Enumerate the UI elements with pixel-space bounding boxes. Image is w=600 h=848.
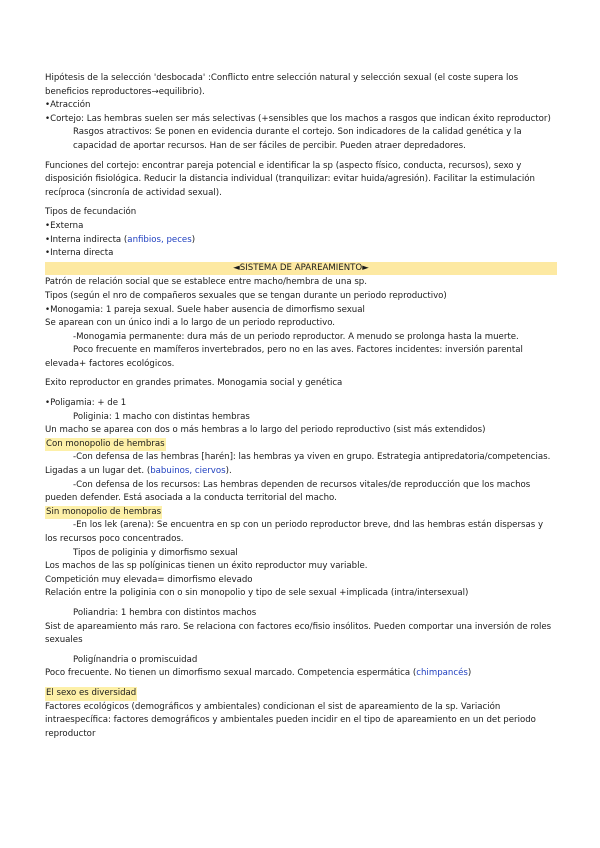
paragraph: Competición muy elevada= dimorfismo elevado (45, 574, 253, 585)
text: ) (191, 234, 196, 245)
paragraph: Rasgos atractivos: Se ponen en evidencia durante el cortejo. Son indicadores de la calidad genética y la capacidad de aportar recursos. Han de ser fáciles de percibir. Pueden atraer depredadores. (73, 127, 522, 151)
section-heading-sistema: ◄SISTEMA DE APAREAMIENTO► (45, 262, 557, 276)
paragraph: Funciones del cortejo: encontrar pareja potencial e identificar la sp (aspecto físico, conducta, recursos), sexo y disposición fisiológica. Reducir la distancia individual (tranquilizar: evitar huida/agresión). Facilitar la estimulación recíproca (sincronía de actividad sexual). (45, 160, 535, 198)
example-link[interactable]: chimpancés (416, 668, 468, 679)
text: ). (225, 466, 232, 477)
paragraph: Un macho se aparea con dos o más hembras a lo largo del periodo reproductivo (sist más extendidos) (45, 425, 486, 436)
paragraph (45, 506, 557, 520)
paragraph: Tipos de poliginia y dimorfismo sexual (73, 547, 238, 558)
paragraph: Factores ecológicos (demográficos y ambientales) condicionan el sist de apareamiento de la sp. Variación intraespecífica: factores demográficos y ambientales pueden incidir en el tipo de apareamiento en un det periodo reproductor (45, 701, 536, 739)
paragraph: -Con defensa de los recursos: Las hembras dependen de recursos vitales/de reproducción que los machos pueden defender. Está asociada a la conducta territorial del macho. (45, 479, 531, 504)
example-link[interactable]: babuinos, ciervos (150, 466, 226, 477)
paragraph: Relación entre la poliginia con o sin monopolio y tipo de sele sexual +implicada (intra/intersexual) (45, 588, 469, 599)
paragraph: Tipos (según el nro de compañeros sexuales que se tengan durante un periodo reproductivo) (45, 290, 447, 301)
paragraph: Poco frecuente en mamíferos invertebrados, pero no en las aves. Factores incidentes: inversión parental elevada+ factores ecológicos. (45, 345, 523, 369)
paragraph (45, 234, 557, 248)
text: ) (467, 668, 472, 679)
paragraph: Exito reproductor en grandes primates. Monogamia social y genética (45, 378, 343, 389)
text: Poco frecuente. No tienen un dimorfismo sexual marcado. Competencia espermática ( (45, 668, 417, 679)
paragraph: Poliandria: 1 hembra con distintos machos (73, 607, 257, 618)
section-heading-sin-monopolio: Sin monopolio de hembras (45, 506, 162, 520)
text: •Interna indirecta ( (45, 234, 128, 245)
paragraph (45, 451, 557, 478)
paragraph: -Monogamia permanente: dura más de un periodo reproductor. A menudo se prolonga hasta la muerte. (73, 331, 519, 342)
paragraph: Se aparean con un único indi a lo largo de un periodo reproductivo. (45, 318, 336, 329)
paragraph (45, 438, 557, 452)
paragraph: •Atracción (45, 100, 91, 111)
example-link[interactable]: anfibios, peces (127, 234, 192, 245)
paragraph: Los machos de las sp políginicas tienen un éxito reproductor muy variable. (45, 561, 368, 572)
paragraph: Patrón de relación social que se establece entre macho/hembra de una sp. (45, 277, 367, 288)
paragraph: Poliginia: 1 macho con distintas hembras (73, 411, 250, 422)
paragraph: Hipótesis de la selección 'desbocada' :Conflicto entre selección natural y selección sexual (el coste supera los beneficios reproductores→equilibrio). (45, 73, 519, 97)
paragraph (45, 687, 557, 701)
section-heading-sexo-diversidad: El sexo es diversidad (45, 687, 137, 701)
paragraph: •Poligamia: + de 1 (45, 398, 127, 409)
paragraph: -En los lek (arena): Se encuentra en sp con un periodo reproductor breve, dnd las hembras están dispersas y los recursos poco concentrados. (45, 520, 544, 544)
notes-page (45, 72, 557, 741)
paragraph (45, 667, 557, 681)
paragraph: •Monogamia: 1 pareja sexual. Suele haber ausencia de dimorfismo sexual (45, 304, 365, 315)
paragraph: •Cortejo: Las hembras suelen ser más selectivas (+sensibles que los machos a rasgos que indican éxito reproductor) (45, 113, 551, 124)
paragraph: •Interna directa (45, 248, 114, 259)
paragraph: Poligínandria o promiscuidad (73, 654, 198, 665)
paragraph: •Externa (45, 220, 84, 231)
text: -Con defensa de las hembras [harén]: las hembras ya viven en grupo. Estrategia antipredatoria/competencias. Ligadas a un lugar det. ( (45, 452, 551, 477)
paragraph: Sist de apareamiento más raro. Se relaciona con factores eco/fisio insólitos. Pueden comportar una inversión de roles sexuales (45, 621, 552, 646)
paragraph: Tipos de fecundación (45, 207, 137, 218)
section-heading-con-monopolio: Con monopolio de hembras (45, 438, 166, 452)
